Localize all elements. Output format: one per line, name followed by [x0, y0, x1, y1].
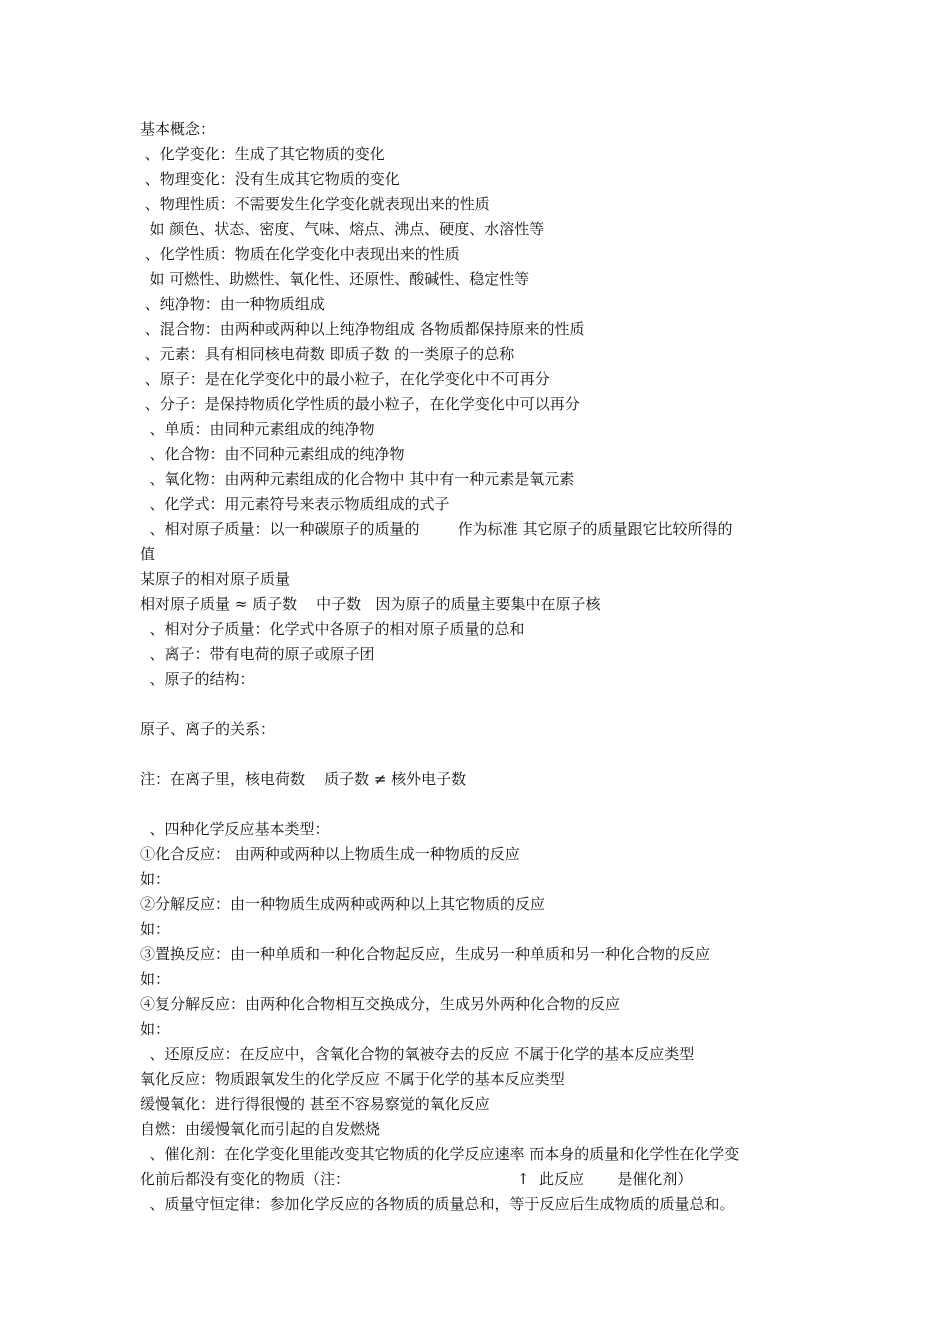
text-line: 、物理性质：不需要发生化学变化就表现出来的性质	[140, 195, 490, 213]
text-line: 如：	[140, 970, 171, 988]
blank-line	[140, 692, 820, 717]
text-line: 、混合物：由两种或两种以上纯净物组成 各物质都保持原来的性质	[140, 320, 585, 338]
text-line: 相对原子质量 ≈ 质子数 中子数 因为原子的质量主要集中在原子核	[140, 595, 601, 613]
text-line: 、分子：是保持物质化学性质的最小粒子，在化学变化中可以再分	[140, 395, 580, 413]
text-line: 如：	[140, 920, 171, 938]
text-line: 原子、离子的关系：	[140, 720, 276, 738]
text-line: 、相对分子质量：化学式中各原子的相对原子质量的总和	[140, 620, 525, 638]
text-line: 、催化剂：在化学变化里能改变其它物质的化学反应速率 而本身的质量和化学性在化学变	[140, 1145, 740, 1163]
text-line: 氧化反应：物质跟氧发生的化学反应 不属于化学的基本反应类型	[140, 1070, 565, 1088]
text-line: 、纯净物：由一种物质组成	[140, 295, 325, 313]
text-line: 、质量守恒定律：参加化学反应的各物质的质量总和，等于反应后生成物质的质量总和。	[140, 1195, 735, 1213]
text-line: 、元素：具有相同核电荷数 即质子数 的一类原子的总称	[140, 345, 515, 363]
text-line: 、化学式：用元素符号来表示物质组成的式子	[140, 495, 450, 513]
text-line: 、物理变化：没有生成其它物质的变化	[140, 170, 400, 188]
text-line: 、还原反应：在反应中，含氧化合物的氧被夺去的反应 不属于化学的基本反应类型	[140, 1045, 695, 1063]
text-line: 、化合物：由不同种元素组成的纯净物	[140, 445, 405, 463]
blank-line	[140, 742, 820, 767]
section-title: 基本概念：	[140, 120, 216, 138]
text-line: 某原子的相对原子质量	[140, 570, 291, 588]
text-line: 、单质：由同种元素组成的纯净物	[140, 420, 375, 438]
text-line: ③置换反应：由一种单质和一种化合物起反应，生成另一种单质和另一种化合物的反应	[140, 945, 711, 963]
text-line: 如：	[140, 1020, 171, 1038]
text-line: 如 可燃性、助燃性、氧化性、还原性、酸碱性、稳定性等	[140, 270, 530, 288]
text-line: 、原子的结构：	[140, 670, 255, 688]
text-line: ②分解反应：由一种物质生成两种或两种以上其它物质的反应	[140, 895, 546, 913]
text-line: ①化合反应： 由两种或两种以上物质生成一种物质的反应	[140, 845, 520, 863]
blank-line	[140, 792, 820, 817]
text-line: 、化学性质：物质在化学变化中表现出来的性质	[140, 245, 460, 263]
text-line: 如 颜色、状态、密度、气味、熔点、沸点、硬度、水溶性等	[140, 220, 545, 238]
text-line: 、相对原子质量：以一种碳原子的质量的 作为标准 其它原子的质量跟它比较所得的	[140, 520, 733, 538]
document-page	[140, 117, 820, 1217]
text-line: 注：在离子里，核电荷数 质子数 ≠ 核外电子数	[140, 770, 467, 788]
text-line: 、化学变化：生成了其它物质的变化	[140, 145, 385, 163]
text-line: 缓慢氧化：进行得很慢的 甚至不容易察觉的氧化反应	[140, 1095, 490, 1113]
text-line: 、离子：带有电荷的原子或原子团	[140, 645, 375, 663]
text-line: 自燃：由缓慢氧化而引起的自发燃烧	[140, 1120, 381, 1138]
text-line: 化前后都没有变化的物质（注： ↑ 此反应 是催化剂）	[140, 1170, 693, 1188]
text-line: 如：	[140, 870, 171, 888]
text-line: 值	[140, 545, 156, 563]
text-line: ④复分解反应：由两种化合物相互交换成分，生成另外两种化合物的反应	[140, 995, 621, 1013]
text-line: 、氧化物：由两种元素组成的化合物中 其中有一种元素是氧元素	[140, 470, 575, 488]
text-line: 、四种化学反应基本类型：	[140, 820, 330, 838]
text-line: 、原子：是在化学变化中的最小粒子，在化学变化中不可再分	[140, 370, 550, 388]
